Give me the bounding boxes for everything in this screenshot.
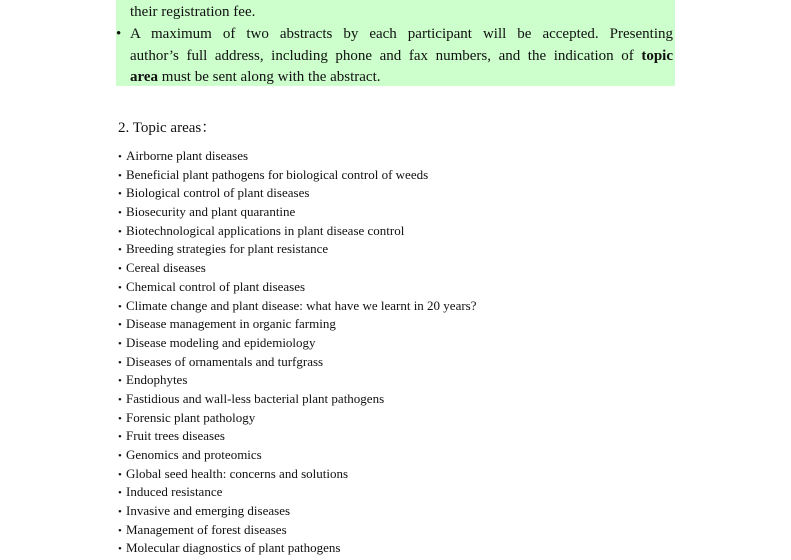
bullet-dot: • [118,225,122,238]
topic-label: Molecular diagnostics of plant pathogens [126,540,341,556]
abstract-line-2 [130,46,673,68]
bullet-dot: • [118,393,122,406]
topic-item [118,184,477,203]
topic-label: Beneficial plant pathogens for biological control of weeds [126,166,429,182]
topic-label: Airborne plant diseases [126,148,249,163]
topic-item [118,446,477,465]
topic-item [118,222,477,241]
bullet-dot: • [118,468,122,481]
topic-label: Biological control of plant diseases [126,185,310,201]
topic-item [118,502,477,521]
topic-item [118,371,477,390]
topic-item [118,240,477,259]
topic-label: Forensic plant pathology [126,409,256,425]
topic-label: Endophytes [126,372,188,388]
topic-label: Global seed health: concerns and solutions [126,465,349,481]
topic-item [118,147,477,166]
topic-item [118,203,477,222]
topic-item [118,390,477,409]
bullet-dot: • [118,487,122,500]
topic-label: Genomics and proteomics [126,447,262,462]
topic-item [118,315,477,334]
topic-label: Invasive and emerging diseases [126,503,291,519]
section-heading: 2. Topic areas： [118,120,217,136]
bullet-dot: • [116,26,122,42]
abstract-line-3 [130,67,673,89]
bullet-dot: • [118,337,122,350]
bullet-dot: • [118,412,122,425]
topic-label: Disease management in organic farming [126,316,336,332]
topic-label: Biosecurity and plant quarantine [126,204,296,220]
abstract-rule-bullet [116,24,673,89]
topic-label: Cereal diseases [126,260,206,276]
topic-label: Biotechnological applications in plant disease control [126,222,405,238]
bullet-dot: • [118,244,122,257]
topic-item [118,521,477,540]
topic-label: Chemical control of plant diseases [126,278,306,294]
topic-item [118,539,477,558]
bullet-dot: • [118,300,122,313]
topic-item [118,334,477,353]
topic-label: Breeding strategies for plant resistance [126,241,329,257]
topic-label: Fruit trees diseases [126,428,225,444]
bullet-dot: • [118,319,122,332]
abstract-line-1: A maximum of two abstracts by each participant will be accepted. Presenting [130,26,673,42]
topic-item [118,166,477,185]
topic-label: Induced resistance [126,484,223,500]
bullet-dot: • [118,263,122,276]
continuation-text: their registration fee. [130,4,256,20]
bullet-dot: • [118,506,122,519]
bullet-dot: • [118,543,122,556]
bullet-dot: • [118,356,122,369]
bullet-dot: • [118,431,122,444]
abstract-line-2-text: author’s full address, including phone and fax numbers, and the indication of [130,47,634,64]
topic-item [118,278,477,297]
bullet-dot: • [118,524,122,537]
topic-label: Diseases of ornamentals and turfgrass [126,353,324,369]
bullet-dot: • [118,450,122,462]
abstract-rule-text [130,24,673,89]
bullet-dot: • [118,169,122,182]
topic-list [118,147,477,558]
topic-label: Climate change and plant disease: what have we learnt in 20 years? [126,297,477,313]
bold-topic: topic [641,47,673,64]
bullet-dot: • [118,151,122,163]
topic-label: Management of forest diseases [126,521,287,537]
topic-item [118,353,477,372]
topic-item [118,465,477,484]
bullet-dot: • [118,281,122,294]
topic-item [118,259,477,278]
topic-item [118,483,477,502]
bullet-dot: • [118,375,122,388]
bullet-dot: • [118,207,122,220]
abstract-line-3-text: must be sent along with the abstract. [161,69,381,85]
topic-label: Fastidious and wall-less bacterial plant pathogens [126,390,385,406]
topic-item [118,297,477,316]
topic-item [118,409,477,428]
topic-label: Disease modeling and epidemiology [126,334,316,350]
topic-item [118,427,477,446]
bold-area: area [130,69,159,85]
bullet-dot: • [118,188,122,201]
